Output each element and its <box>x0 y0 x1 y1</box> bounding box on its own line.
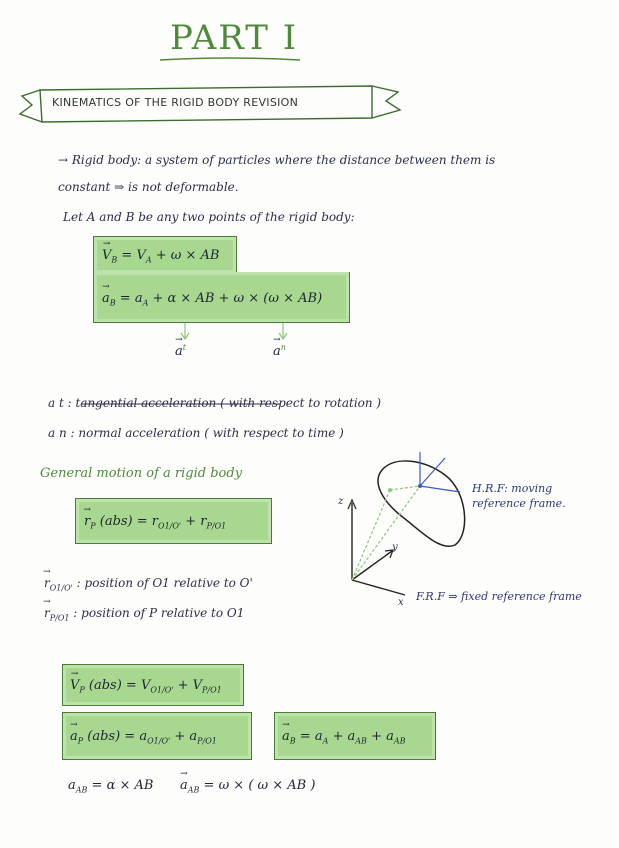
title-underline <box>160 58 300 60</box>
tangential-component: → $a^t$ <box>175 343 186 359</box>
axis-x-label: x <box>398 597 404 608</box>
absolute-acceleration-equation: → $a_P$ $(abs) = a_{O1/O'} + a_{P/O1}$ <box>70 729 217 746</box>
position-equation: → $r_P$ $(abs) = r_{O1/O'} + r_{P/O1}$ <box>84 514 226 531</box>
rigid-body-definition-line2: constant ⇒ is not deformable. <box>58 180 239 194</box>
normal-definition: a n : normal acceleration ( with respect to time ) <box>48 426 344 440</box>
position-def-1: → $r_{O1/O'}$ : position of O1 relative to O' <box>44 576 253 592</box>
position-def-2: → $r_{P/O1}$ : position of P relative to O1 <box>44 606 244 622</box>
banner-title: KINEMATICS OF THE RIGID BODY REVISION <box>52 96 299 109</box>
normal-ab-formula: → $a_{AB} = \omega$ × ( ω × AB ) <box>180 778 315 795</box>
moving-x <box>420 486 460 492</box>
x-axis <box>352 580 405 595</box>
absolute-velocity-equation: → $V_P$ $(abs) = V_{O1/O'} + V_{P/O1}$ <box>70 678 222 695</box>
page-title: PART I <box>170 18 299 58</box>
velocity-equation: → $V_B = V_A + \omega$ × AB <box>102 248 219 265</box>
tangential-definition: a t : tangential acceleration ( with respect to rotation ) <box>48 396 382 410</box>
rigid-body-shape <box>378 461 465 546</box>
general-motion-heading: General motion of a rigid body <box>40 466 243 481</box>
hrf-label: H.R.F: moving reference frame. <box>472 482 566 510</box>
rigid-body-definition-line1: → Rigid body: a system of particles where the distance between them is <box>58 153 496 167</box>
let-points-line: Let A and B be any two points of the rigid body: <box>63 210 355 224</box>
frame-diagram <box>348 452 465 595</box>
normal-component: → $a^n$ <box>273 343 286 359</box>
tangential-ab-formula: $a_{AB} = \alpha$ × AB <box>68 778 154 795</box>
axis-z-label: z <box>338 496 344 507</box>
acceleration-components-equation: → $a_B = a_A + a_{AB} + a_{AB}$ <box>282 729 406 746</box>
component-arrows <box>181 322 287 339</box>
frf-label: F.R.F ⇒ fixed reference frame <box>416 590 582 603</box>
acceleration-equation: → $a_B = a_A + \alpha$ × AB + ω × (ω × AB) <box>102 291 322 308</box>
axis-y-label: y <box>392 542 398 553</box>
